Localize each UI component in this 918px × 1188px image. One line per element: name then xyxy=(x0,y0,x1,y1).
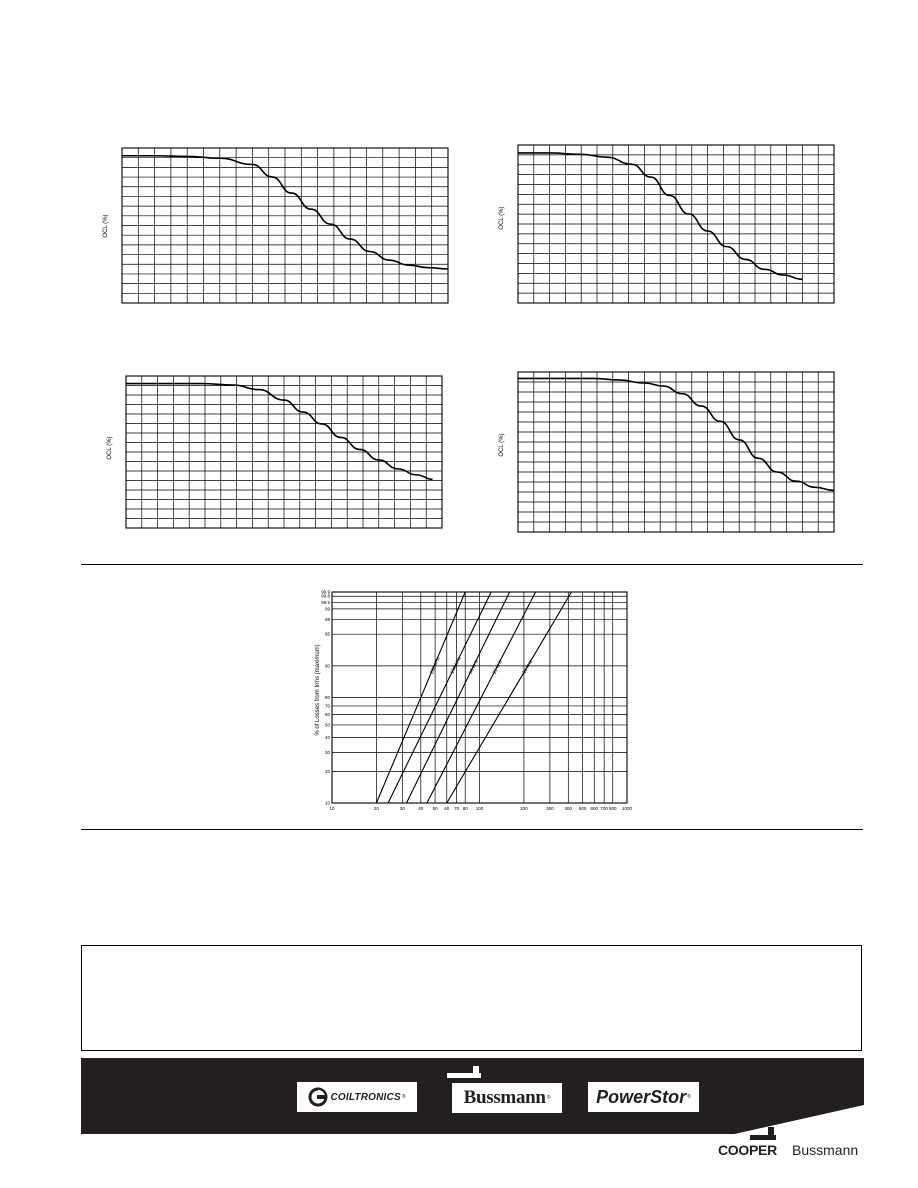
x-tick-label: 800 xyxy=(608,806,617,811)
y-tick-label: 20 xyxy=(324,768,330,774)
coiltronics-reg: ® xyxy=(401,1094,406,1100)
ocl-chart-1 xyxy=(100,146,450,306)
y-axis-label: OCL (%) xyxy=(499,206,505,230)
divider-top xyxy=(81,564,863,565)
x-tick-label: 200 xyxy=(520,806,528,811)
ocl-curve xyxy=(126,384,433,480)
grid xyxy=(518,372,834,532)
ocl-chart-3 xyxy=(104,372,444,532)
series-label: 100 kHz xyxy=(449,656,463,676)
x-tick-label: 60 xyxy=(444,806,450,811)
bussmann-reg: ® xyxy=(546,1095,551,1101)
grid xyxy=(122,148,448,303)
y-tick-label: 99.8 xyxy=(321,593,330,599)
bussmann-brand-wordmark: Bussmann xyxy=(792,1142,859,1158)
powerstor-logo xyxy=(588,1082,699,1112)
series-labels xyxy=(429,655,534,675)
y-tick-label: 30 xyxy=(324,749,330,755)
series-label: 10 kHz xyxy=(521,658,535,676)
y-axis-label: OCL (%) xyxy=(499,433,505,457)
y-tick-label: 99.5 xyxy=(321,600,330,606)
y-tick-label: 80 xyxy=(324,695,330,700)
grid xyxy=(518,145,834,303)
cooper-mark-icon xyxy=(750,1127,776,1141)
x-tick-label: 40 xyxy=(418,806,424,811)
footer-slant xyxy=(700,1105,864,1135)
x-tick-label: 100 xyxy=(475,806,484,811)
cooper-mini-icon xyxy=(447,1066,481,1080)
y-axis-label: OCL (%) xyxy=(107,436,113,460)
y-tick-label: 98 xyxy=(324,616,330,622)
x-tick-label: 10 xyxy=(329,806,335,811)
y-tick-label: 10 xyxy=(324,800,330,806)
x-tick-label: 30 xyxy=(399,806,405,811)
series-label: 200 kHz xyxy=(428,655,442,676)
divider-bottom xyxy=(81,829,863,830)
ocl-chart-2 xyxy=(496,142,836,306)
x-tick-label: 600 xyxy=(590,806,599,811)
y-axis-label: OCL (%) xyxy=(103,214,109,238)
x-tick-label: 70 xyxy=(454,806,460,811)
x-tick-label: 500 xyxy=(578,806,587,811)
series-label: 50 kHz xyxy=(467,658,480,676)
coiltronics-logo xyxy=(297,1082,417,1112)
coiltronics-wordmark: COILTRONICS xyxy=(330,1091,401,1103)
x-tick-label: 80 xyxy=(462,806,468,811)
y-tick-label: 99.9 xyxy=(321,589,330,595)
y-tick-label: 99 xyxy=(324,606,330,612)
x-tick-label: 50 xyxy=(432,806,438,811)
x-tick-label: 20 xyxy=(373,806,379,811)
x-tick-label: 700 xyxy=(600,806,608,811)
y-tick-label: 90 xyxy=(324,663,330,669)
grid xyxy=(332,592,627,803)
powerstor-wordmark: PowerStor xyxy=(596,1086,687,1107)
y-tick-label: 40 xyxy=(324,735,330,741)
tick-labels xyxy=(321,590,632,812)
x-tick-label: 400 xyxy=(564,806,573,811)
y-tick-label: 50 xyxy=(324,722,330,728)
bussmann-wordmark: Bussmann xyxy=(463,1087,546,1108)
losses-chart xyxy=(310,588,634,816)
bussmann-logo xyxy=(452,1083,562,1113)
y-tick-label: 95 xyxy=(324,631,330,637)
series-label: 25 kHz xyxy=(491,658,505,676)
y-tick-label: 70 xyxy=(324,703,330,709)
series xyxy=(126,384,433,480)
y-axis-label: % of Losses from Irms (maximum) xyxy=(315,644,321,736)
cooper-bussmann-brand xyxy=(718,1140,864,1162)
notes-box xyxy=(81,945,862,1051)
x-tick-label: 1000 xyxy=(621,806,633,811)
x-tick-label: 300 xyxy=(546,806,554,811)
ocl-chart-4 xyxy=(496,369,836,535)
powerstor-reg: ® xyxy=(687,1094,691,1100)
y-tick-label: 60 xyxy=(324,711,330,717)
cooper-wordmark: COOPER xyxy=(718,1142,777,1158)
grid xyxy=(126,376,442,528)
coiltronics-swirl-icon xyxy=(308,1087,328,1107)
